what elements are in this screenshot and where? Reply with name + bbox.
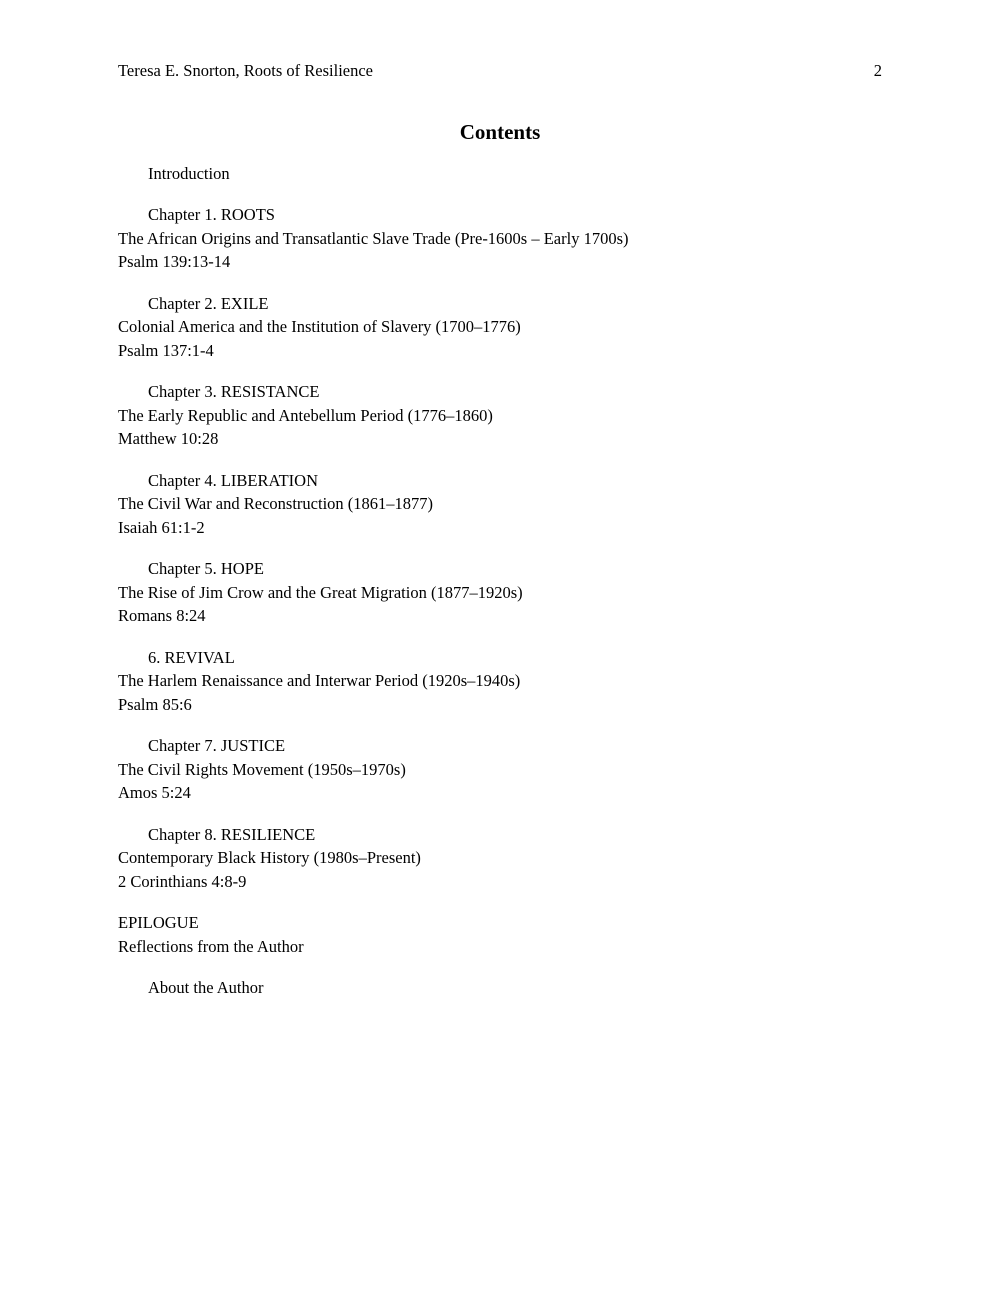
toc-entry-line: Colonial America and the Institution of Slavery (1700–1776)	[118, 317, 521, 336]
toc-entry-line: Reflections from the Author	[118, 936, 304, 956]
toc-entry	[118, 646, 882, 717]
toc-entry	[118, 469, 882, 540]
toc-entry-line: Psalm 137:1-4	[118, 340, 214, 360]
toc-entry	[118, 203, 882, 274]
toc-entry-heading: Chapter 5. HOPE	[148, 559, 264, 578]
toc-entry-heading: EPILOGUE	[118, 913, 199, 932]
page-number: 2	[873, 61, 882, 80]
toc-entry	[118, 162, 882, 186]
toc-entry	[118, 734, 882, 805]
toc-entry	[118, 292, 882, 363]
toc-entry-line: The Harlem Renaissance and Interwar Period (1920s–1940s)	[118, 671, 521, 690]
toc-entries	[118, 162, 882, 1000]
toc-entry-heading: 6. REVIVAL	[148, 647, 235, 667]
toc-entry-line: Romans 8:24	[118, 606, 206, 625]
toc-entry-heading: Chapter 2. EXILE	[148, 293, 269, 313]
contents-title: Contents	[459, 119, 541, 144]
toc-entry-line: Amos 5:24	[118, 783, 191, 802]
running-title: Teresa E. Snorton, Roots of Resilience	[118, 61, 374, 80]
toc-entry-heading: Chapter 3. RESISTANCE	[148, 382, 320, 401]
toc-entry-line: The Civil War and Reconstruction (1861–1877)	[118, 494, 434, 513]
toc-entry	[118, 823, 882, 894]
toc-entry-heading: Chapter 4. LIBERATION	[148, 470, 319, 490]
toc-entry-line: Isaiah 61:1-2	[118, 517, 205, 537]
toc-entry-heading: About the Author	[148, 978, 264, 997]
toc-entry-line: Contemporary Black History (1980s–Present)	[118, 848, 421, 867]
toc-entry-line: Matthew 10:28	[118, 429, 219, 448]
toc-entry-heading: Chapter 7. JUSTICE	[148, 736, 286, 755]
toc-entry	[118, 911, 882, 958]
toc-entry-line: The Early Republic and Antebellum Period (1776–1860)	[118, 405, 493, 425]
toc-entry-line: Psalm 85:6	[118, 694, 192, 714]
toc-entry-heading: Chapter 1. ROOTS	[148, 205, 275, 224]
toc-entry-line: The Rise of Jim Crow and the Great Migration (1877–1920s)	[118, 582, 523, 602]
toc-entry	[118, 557, 882, 628]
toc-entry	[118, 380, 882, 451]
toc-entry-line: Psalm 139:13-14	[118, 252, 231, 271]
toc-entry-line: The Civil Rights Movement (1950s–1970s)	[118, 759, 406, 779]
page-header	[118, 59, 882, 83]
toc-entry-heading: Chapter 8. RESILIENCE	[148, 824, 316, 844]
toc-entry-line: The African Origins and Transatlantic Slave Trade (Pre-1600s – Early 1700s)	[118, 228, 629, 248]
toc-entry	[118, 976, 882, 1000]
toc-entry-heading: Introduction	[148, 163, 230, 183]
toc-entry-line: 2 Corinthians 4:8-9	[118, 871, 247, 891]
